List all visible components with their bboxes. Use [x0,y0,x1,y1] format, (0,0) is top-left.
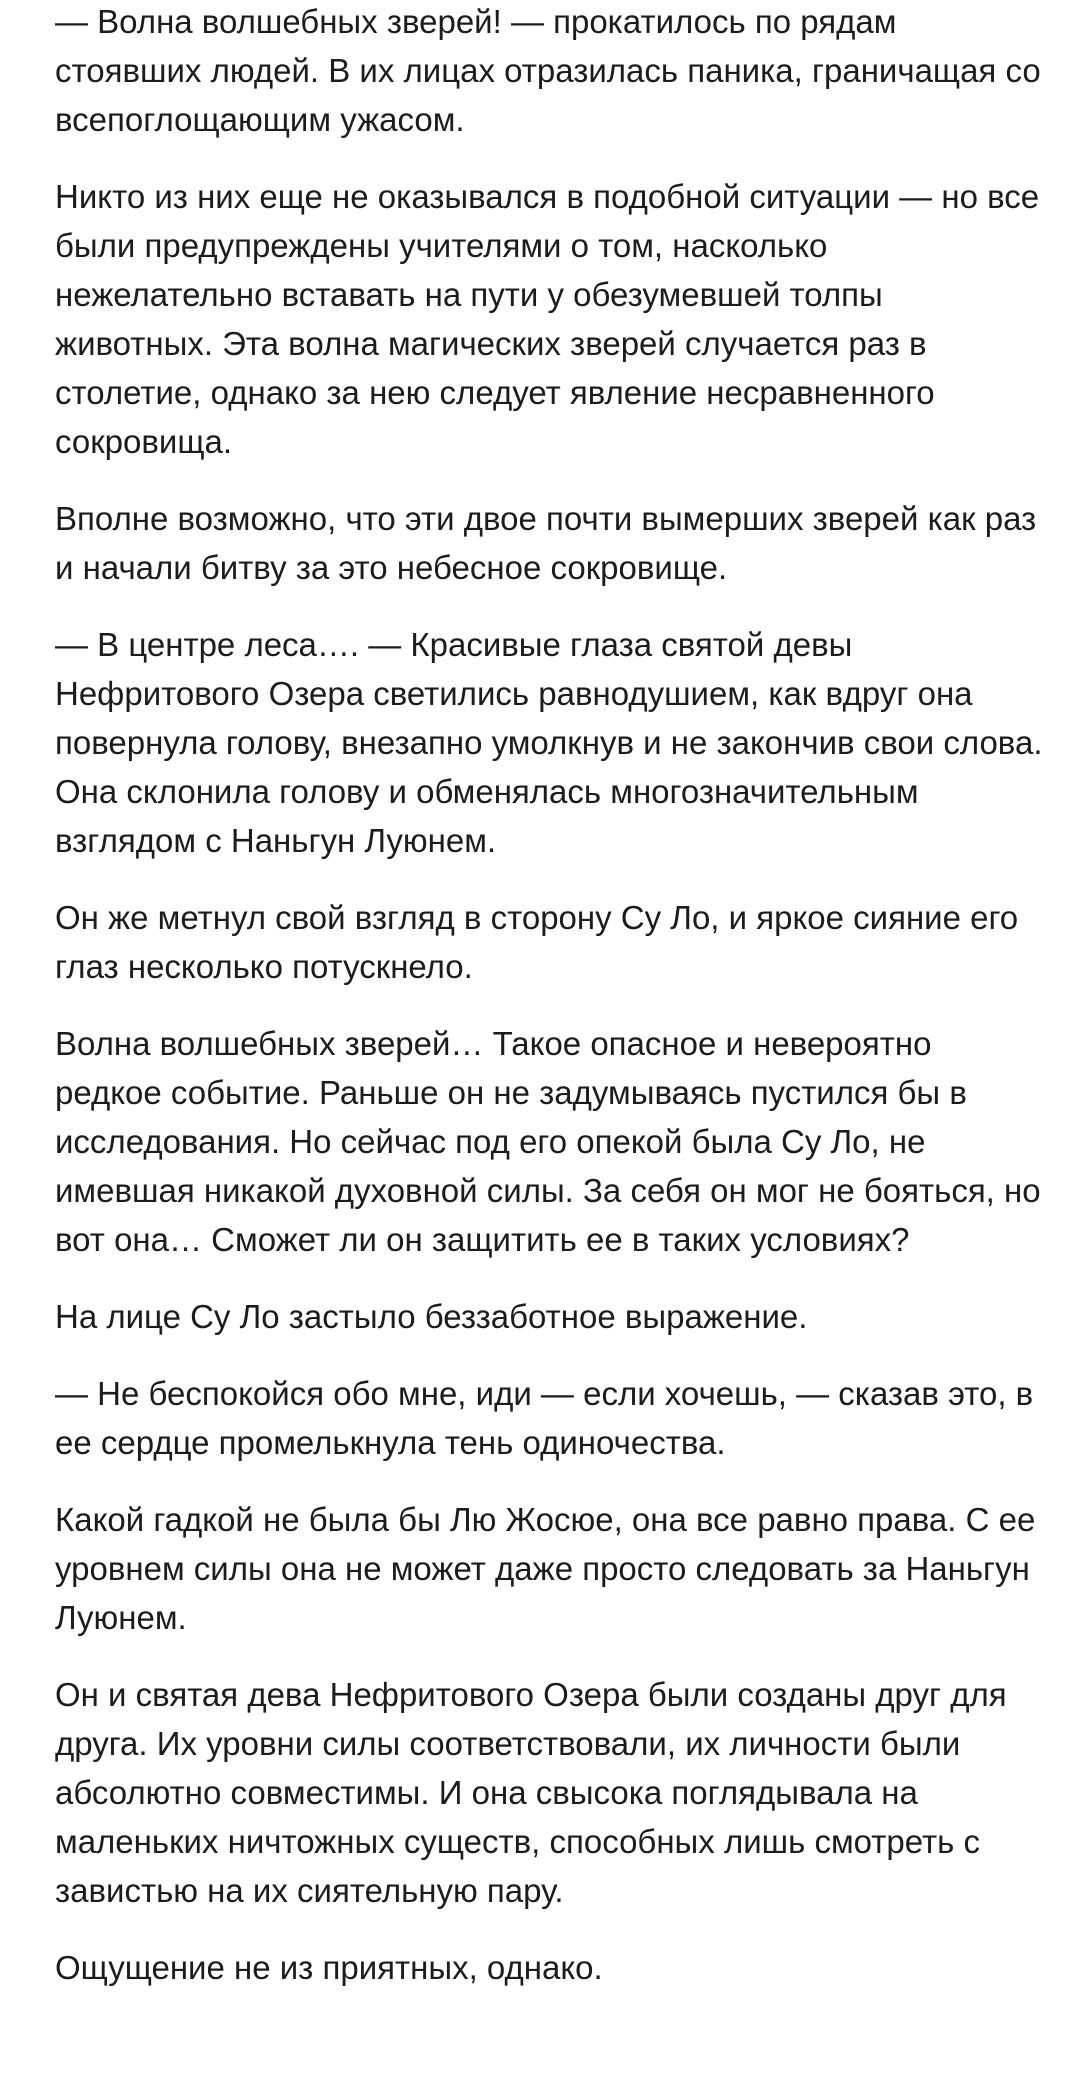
paragraph-2: Никто из них еще не оказывался в подобной ситуации — но все были предупреждены учителями о том, насколько нежелательно вставать на пути у обезумевшей толпы животных. Эта волна магических зверей случается раз в столетие, однако за нею следует явление несравненного сокровища. [55,178,1040,460]
paragraph-1: — Волна волшебных зверей! — прокатилось по рядам стоявших людей. В их лицах отразилась паника, граничащая со всепоглощающим ужасом. [55,3,1041,138]
paragraph-6: Волна волшебных зверей… Такое опасное и невероятно редкое событие. Раньше он не задумываясь пустился бы в исследования. Но сейчас под его опекой была Су Ло, не имевшая никакой духовной силы. За себя он мог не бояться, но вот она… Сможет ли он защитить ее в таких условиях? [55,1025,1041,1258]
paragraph-7: На лице Су Ло застыло беззаботное выражение. [55,1298,808,1335]
paragraph-9: Какой гадкой не была бы Лю Жосюе, она все равно права. С ее уровнем силы она не может даже просто следовать за Наньгун Луюнем. [55,1501,1036,1636]
paragraph-3: Вполне возможно, что эти двое почти вымерших зверей как раз и начали битву за это небесное сокровище. [55,500,1037,586]
paragraph-5: Он же метнул свой взгляд в сторону Су Ло, и яркое сияние его глаз несколько потускнело. [55,899,1019,985]
paragraph-4: — В центре леса…. — Красивые глаза святой девы Нефритового Озера светились равнодушием, как вдруг она повернула голову, внезапно умолкнув и не закончив свои слова. Она склонила голову и обменялась многозначительным взглядом с Наньгун Луюнем. [55,626,1043,859]
paragraph-8: — Не беспокойся обо мне, иди — если хочешь, — сказав это, в ее сердце промелькнула тень одиночества. [55,1375,1034,1461]
chapter-text [55,0,1045,2020]
paragraph-10: Он и святая дева Нефритового Озера были созданы друг для друга. Их уровни силы соответствовали, их личности были абсолютно совместимы. И она свысока поглядывала на маленьких ничтожных существ, способных лишь смотреть с завистью на их сиятельную пару. [55,1676,1007,1909]
paragraph-11: Ощущение не из приятных, однако. [55,1949,603,1986]
